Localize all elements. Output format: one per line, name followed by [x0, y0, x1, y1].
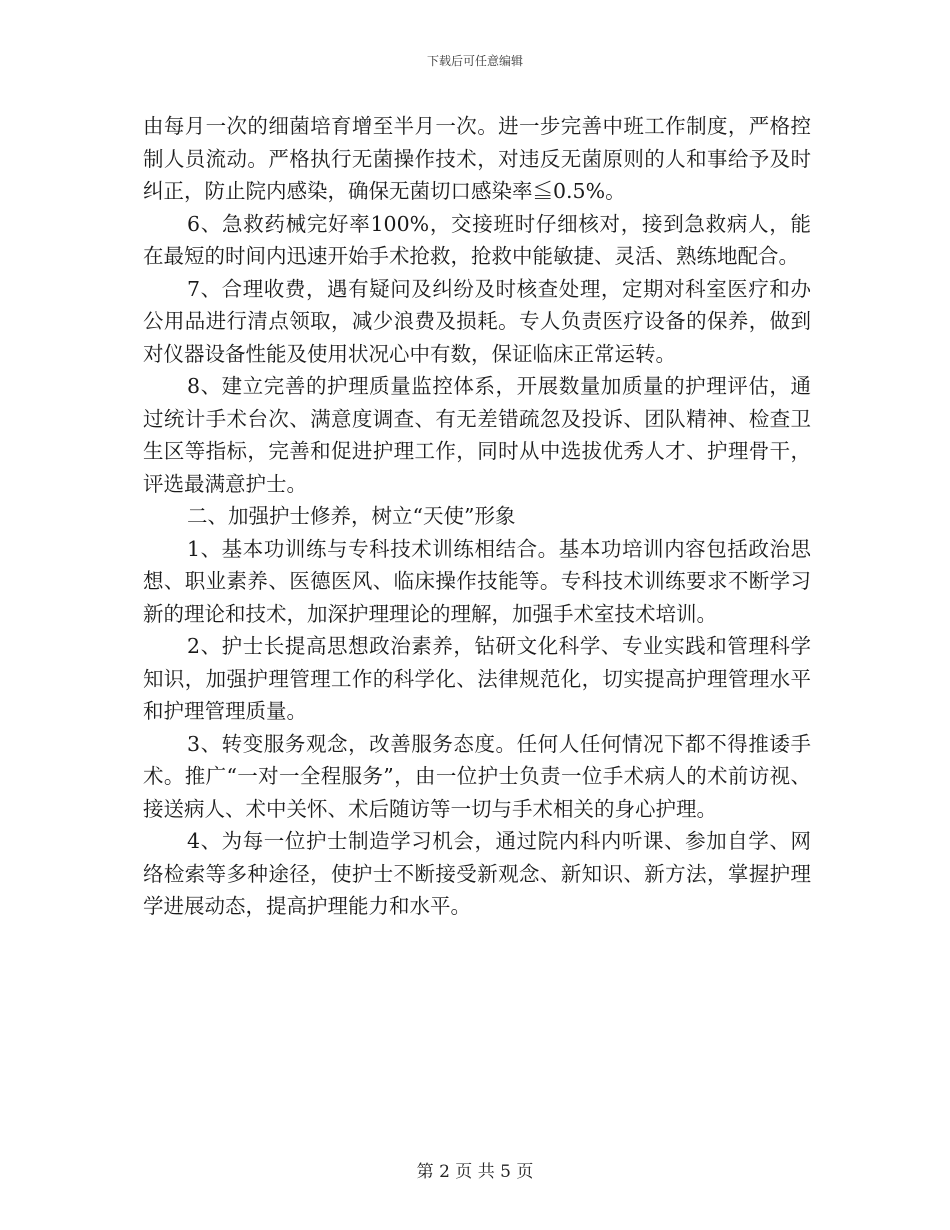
document-body	[143, 110, 811, 923]
page-header: 下载后可任意编辑	[426, 54, 523, 68]
paragraph-item-7: 7、合理收费，遇有疑问及纠纷及时核查处理，定期对科室医疗和办公用品进行清点领取，减少浪费及损耗。专人负责医疗设备的保养，做到对仪器设备性能及使用状况心中有数，保证临床正常运转。	[143, 276, 811, 366]
paragraph-continuation: 由每月一次的细菌培育增至半月一次。进一步完善中班工作制度，严格控制人员流动。严格执行无菌操作技术，对违反无菌原则的人和事给予及时纠正，防止院内感染，确保无菌切口感染率≦0.5%。	[143, 114, 811, 203]
paragraph-item-8: 8、建立完善的护理质量监控体系，开展数量加质量的护理评估，通过统计手术台次、满意度调查、有无差错疏忽及投诉、团队精神、检查卫生区等指标，完善和促进护理工作，同时从中选拔优秀人才、护理骨干，评选最满意护士。	[143, 374, 811, 496]
paragraph-item-3: 3、转变服务观念，改善服务态度。任何人任何情况下都不得推诿手术。推广“一对一全程服务”，由一位护士负责一位手术病人的术前访视、接送病人、术中关怀、术后随访等一切与手术相关的身心护理。	[143, 731, 811, 821]
section-heading: 二、加强护士修养，树立“天使”形象	[187, 504, 516, 528]
paragraph-item-1: 1、基本功训练与专科技术训练相结合。基本功培训内容包括政治思想、职业素养、医德医风、临床操作技能等。专科技术训练要求不断学习新的理论和技术，加深护理理论的理解，加强手术室技术培训。	[143, 536, 811, 626]
paragraph-item-2: 2、护士长提高思想政治素养，钻研文化科学、专业实践和管理科学知识，加强护理管理工作的科学化、法律规范化，切实提高护理管理水平和护理管理质量。	[143, 634, 811, 723]
page-footer: 第 2 页 共 5 页	[416, 1162, 534, 1182]
paragraph-item-6: 6、急救药械完好率100%，交接班时仔细核对，接到急救病人，能在最短的时间内迅速开始手术抢救，抢救中能敏捷、灵活、熟练地配合。	[143, 211, 811, 268]
paragraph-item-4: 4、为每一位护士制造学习机会，通过院内科内听课、参加自学、网络检索等多种途径，使护士不断接受新观念、新知识、新方法，掌握护理学进展动态，提高护理能力和水平。	[143, 829, 811, 918]
